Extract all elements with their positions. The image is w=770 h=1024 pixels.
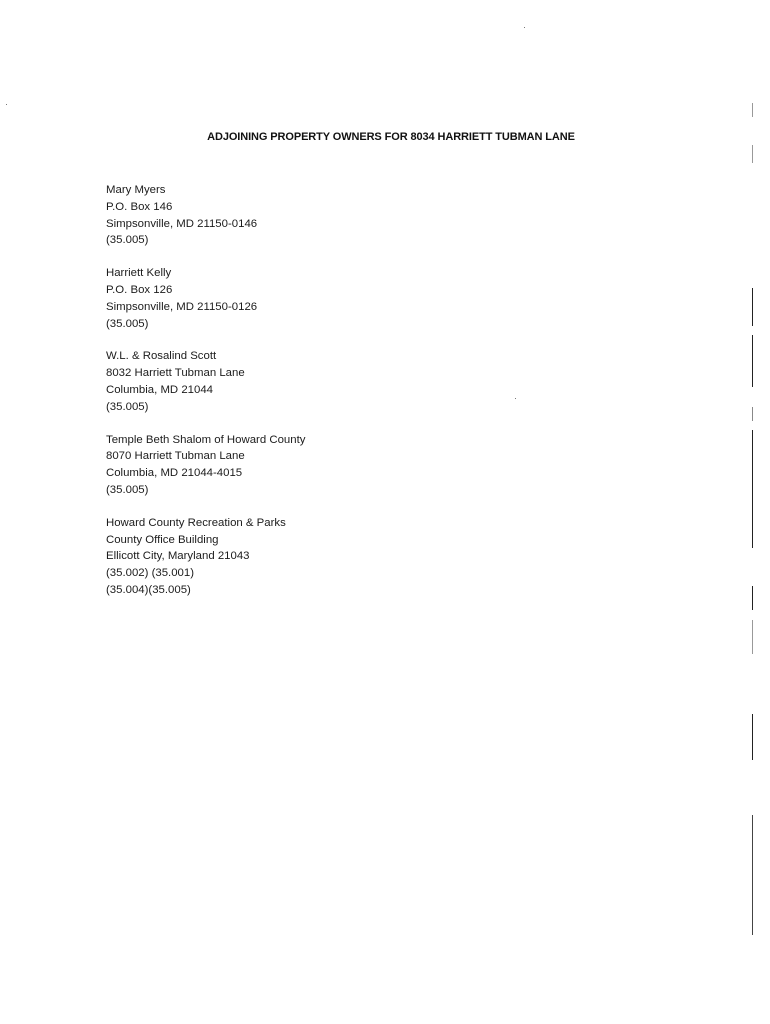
owner-entry [106, 182, 526, 249]
scan-speck [524, 27, 525, 28]
owner-parcel-ref: (35.004)(35.005) [106, 583, 191, 596]
owner-address-line: P.O. Box 146 [106, 200, 173, 213]
scan-edge-mark [752, 335, 753, 387]
scan-edge-mark [752, 145, 753, 163]
owner-city-line: Columbia, MD 21044 [106, 383, 213, 396]
owner-city-line: Columbia, MD 21044-4015 [106, 467, 243, 480]
owner-address-line: County Office Building [106, 533, 219, 546]
document-title: ADJOINING PROPERTY OWNERS FOR 8034 HARRIETT TUBMAN LANE [207, 131, 575, 143]
scan-edge-mark [752, 714, 753, 760]
owner-parcel-ref: (35.005) [106, 483, 149, 496]
scan-edge-mark [752, 407, 753, 421]
owner-parcel-ref: (35.005) [106, 234, 149, 247]
owner-parcel-ref: (35.005) [106, 400, 149, 413]
owner-address-line: 8032 Harriett Tubman Lane [106, 367, 245, 380]
scan-edge-mark [752, 815, 753, 935]
owner-name: Harriett Kelly [106, 267, 172, 280]
owner-entry [106, 348, 526, 415]
owner-entry [106, 515, 526, 599]
scan-edge-mark [752, 430, 753, 548]
owner-entry [106, 432, 526, 499]
owner-city-line: Simpsonville, MD 21150-0126 [106, 300, 258, 313]
owner-city-line: Ellicott City, Maryland 21043 [106, 550, 250, 563]
owner-entry [106, 265, 526, 332]
owner-address-line: 8070 Harriett Tubman Lane [106, 450, 245, 463]
scan-edge-mark [752, 620, 753, 654]
owner-address-line: P.O. Box 126 [106, 283, 173, 296]
scan-speck [515, 398, 516, 399]
owner-name: Temple Beth Shalom of Howard County [106, 433, 306, 446]
owner-name: W.L. & Rosalind Scott [106, 350, 217, 363]
scan-edge-mark [752, 288, 753, 326]
scan-edge-mark [752, 103, 753, 117]
owner-name: Howard County Recreation & Parks [106, 516, 286, 529]
owner-parcel-ref: (35.005) [106, 317, 149, 330]
owner-parcel-ref: (35.002) (35.001) [106, 567, 195, 580]
scan-edge-mark [752, 586, 753, 610]
owner-name: Mary Myers [106, 184, 166, 196]
scan-speck [6, 104, 7, 105]
owner-city-line: Simpsonville, MD 21150-0146 [106, 217, 258, 230]
owner-list [106, 182, 526, 615]
